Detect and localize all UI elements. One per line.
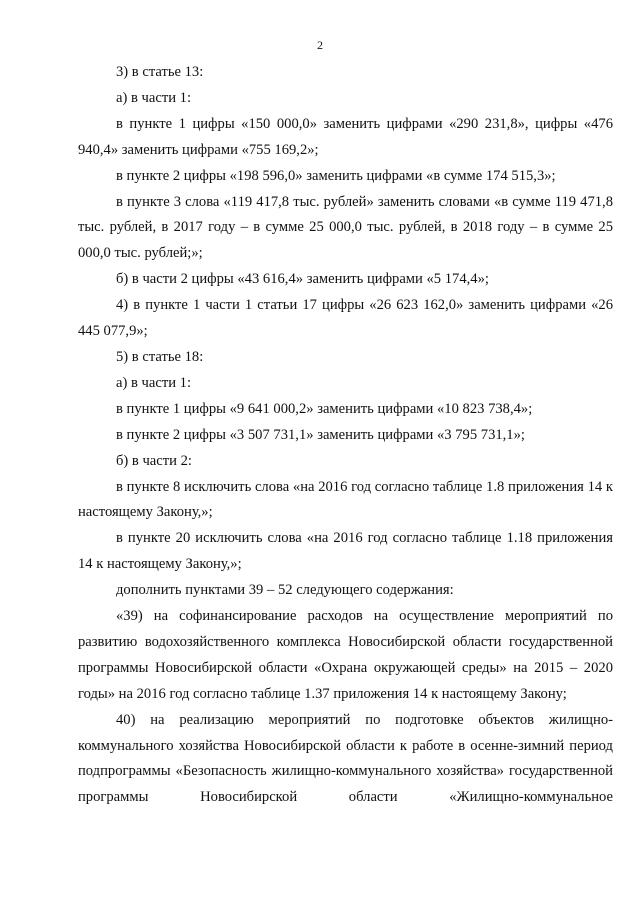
paragraph-article-13-item-1: в пункте 1 цифры «150 000,0» заменить цифрами «290 231,8», цифры «476 940,4» заменить цифрами «755 169,2»; <box>78 115 613 158</box>
paragraph-article-13-item-2: в пункте 2 цифры «198 596,0» заменить цифрами «в сумме 174 515,3»; <box>116 167 556 184</box>
paragraph-article-18-part-2: б) в части 2: <box>116 452 192 469</box>
paragraph-item-39: «39) на софинансирование расходов на осуществление мероприятий по развитию водохозяйственного комплекса Новосибирской области государственной программы Новосибирской области «Охрана окружающей среды» на 2015 – 2020 годы» на 2016 год согласно таблице 1.37 приложения 14 к настоящему Закону; <box>78 608 613 702</box>
paragraph-add-items: дополнить пунктами 39 – 52 следующего содержания: <box>116 582 454 599</box>
page-number: 2 <box>317 38 323 52</box>
paragraph-article-13-part-2: б) в части 2 цифры «43 616,4» заменить цифрами «5 174,4»; <box>116 271 489 288</box>
paragraph-article-18-item-1: в пункте 1 цифры «9 641 000,2» заменить цифрами «10 823 738,4»; <box>116 400 533 417</box>
paragraph-article-18: 5) в статье 18: <box>116 348 204 365</box>
paragraph-article-17: 4) в пункте 1 части 1 статьи 17 цифры «26 623 162,0» заменить цифрами «26 445 077,9»; <box>78 297 613 340</box>
paragraph-article-18-part-1: а) в части 1: <box>116 374 192 391</box>
paragraph-article-18-item-20: в пункте 20 исключить слова «на 2016 год согласно таблице 1.18 приложения 14 к настоящему Закону,»; <box>78 530 613 573</box>
paragraph-article-13-part-1: а) в части 1: <box>116 89 192 106</box>
document-body <box>78 60 613 811</box>
paragraph-article-13: 3) в статье 13: <box>116 64 204 80</box>
paragraph-article-13-item-3: в пункте 3 слова «119 417,8 тыс. рублей» заменить словами «в сумме 119 471,8 тыс. рублей, в 2017 году – в сумме 25 000,0 тыс. рублей, в 2018 году – в сумме 25 000,0 тыс. рублей;»; <box>78 193 613 262</box>
paragraph-article-18-item-2: в пункте 2 цифры «3 507 731,1» заменить цифрами «3 795 731,1»; <box>116 426 525 443</box>
paragraph-item-40: 40) на реализацию мероприятий по подготовке объектов жилищно-коммунального хозяйства Новосибирской области к работе в осенне-зимний период подпрограммы «Безопасность жилищно-коммунального хозяйства» государственной программы Новосибирской области «Жилищно-коммунальное <box>78 711 613 806</box>
paragraph-article-18-item-8: в пункте 8 исключить слова «на 2016 год согласно таблице 1.8 приложения 14 к настоящему Закону,»; <box>78 478 613 521</box>
